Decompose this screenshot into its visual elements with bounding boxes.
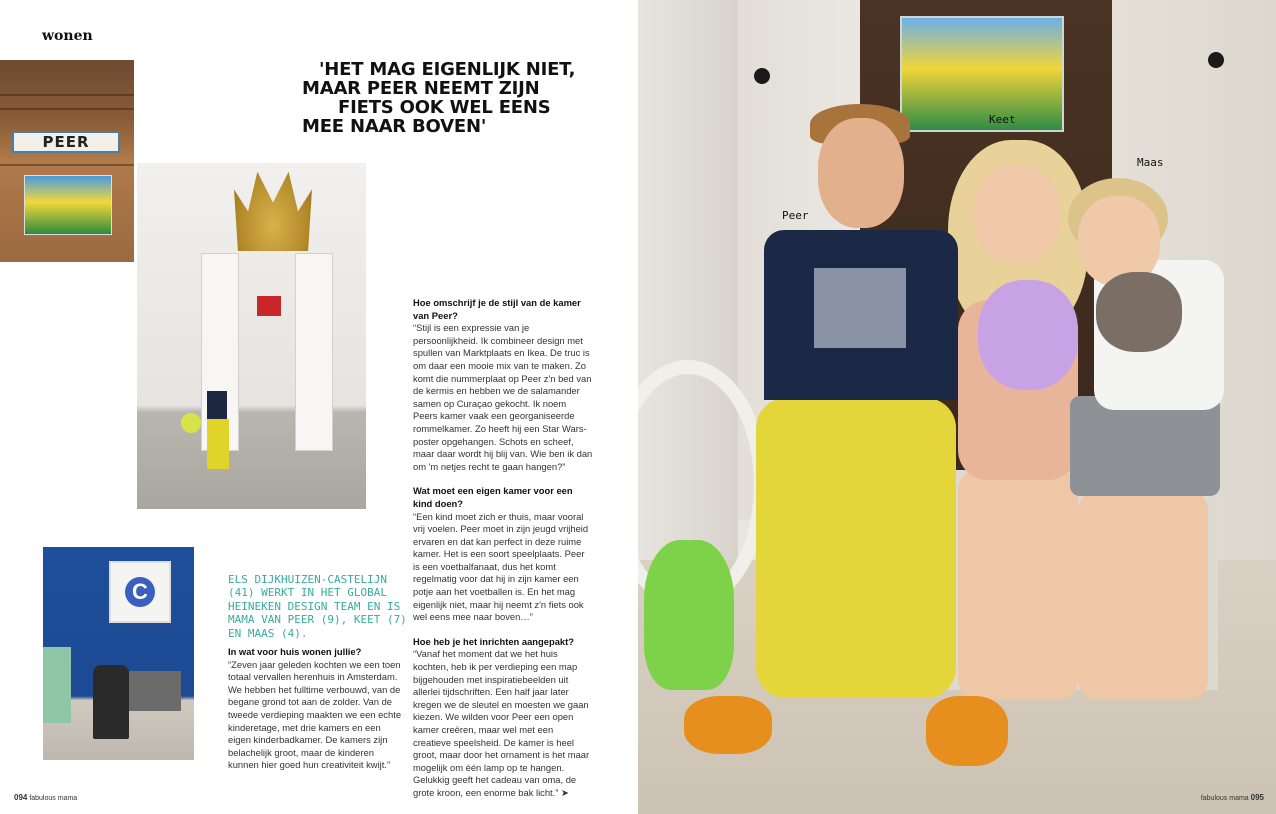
pull-quote [302, 60, 592, 136]
boy-pants [207, 419, 229, 469]
pull-quote-line: FIETS OOK WEL EENS [338, 97, 551, 118]
red-lamp [257, 296, 281, 316]
green-crocodile-toy [644, 540, 734, 690]
pull-quote-line: 'HET MAG EIGENLIJK NIET, [319, 59, 576, 80]
peer-pants [756, 398, 956, 698]
team-poster [900, 16, 1064, 132]
answer: “Een kind moet zich er thuis, maar vooral vrij voelen. Peer moet in zijn jeugd vrijheid ervaren en dat kan perfect in deze ruime kamer. Het is een soort speelplaats. Peer is een voetbalfanaat, dus het komt regelmatig voor dat hij in zijn kamer een potje aan het voetballen is. En het mag eigenlijk niet, maar hij neemt z'n fiets ook wel eens mee naar boven…” [413, 510, 589, 623]
door-right [295, 253, 333, 451]
copyright-symbol: C [125, 577, 155, 607]
text-column-left [228, 646, 403, 782]
name-sign: PEER [12, 131, 120, 153]
page-folio-left [14, 793, 77, 802]
answer: “Stijl is een expressie van je persoonlijkheid. Ik combineer design met spullen van Marktplaats en Ikea. De truc is om daar een mooie mix van te maken. Zo komt die nummerplaat op Peer z'n bed van de kermis en hebben we de salamander samen op Curaçao gekocht. Ik noem Peers kamer vaak een georganiseerde rommelkamer. Zo heeft hij een Star Wars-poster opgehangen. Schots en scheef, maar daar wordt hij blij van. Wie ben ik dan om 'm netjes recht te gaan hangen?” [413, 322, 593, 472]
keet-face [974, 164, 1060, 264]
question: Hoe heb je het inrichten aangepakt? [413, 635, 574, 647]
wall-hole [754, 68, 770, 84]
page-folio-right [1201, 793, 1264, 802]
maas-legs [1078, 490, 1208, 700]
answer: “Zeven jaar geleden kochten we een toen totaal vervallen herenhuis in Amsterdam. We hebben het fulltime verbouwd, van de begane grond tot aan de zolder. Van de tweede verdieping maakten we een echte kinderetage, met drie kamers en een eigen kinderbadkamer. De kamers zijn belachelijk groot, maar de kinderen kunnen hier goed hun creativiteit kwijt.” [228, 658, 402, 771]
right-page-photo [638, 0, 1276, 814]
page-number: 094 [14, 793, 28, 802]
peer-shoe [926, 696, 1008, 766]
intro-text: ELS DIJKHUIZEN-CASTELIJN (41) WERKT IN HET GLOBAL HEINEKEN DESIGN TEAM EN IS MAMA VAN PEER (9), KEET (7) EN MAAS (4). [228, 573, 407, 640]
crown-lamp [234, 163, 312, 251]
answer: “Vanaf het moment dat we het huis kochten, heb ik per verdieping een map bijgehouden met inspiratiebeelden uit allerlei tijdschriften. Een half jaar later kregen we de sleutel en moesten we gaan kiezen. We wilden voor Peer een open kamer creëren, maar wel met een creatieve speelsheid. De kamer is heel groot, maar door het ornament is het maar mogelijk om één lamp op te hangen. Gelukkig geeft het cadeau van oma, de grote kroon, een enorme bak licht.” ➤ [413, 648, 590, 798]
teddy-bear [1096, 272, 1182, 352]
blue-room-photo [43, 547, 194, 760]
text-column-right [413, 297, 593, 812]
boy-shirt [207, 391, 227, 419]
question: Hoe omschrijf je de stijl van de kamer van Peer? [413, 297, 581, 321]
label-maas: Maas [1137, 156, 1164, 169]
keet-legs [958, 470, 1078, 700]
maas-shorts [1070, 396, 1220, 496]
question: Wat moet een eigen kamer voor een kind doen? [413, 485, 573, 509]
peer-face [818, 118, 904, 228]
page-number: 095 [1250, 793, 1264, 802]
label-keet: Keet [989, 113, 1016, 126]
football [181, 413, 201, 433]
plush-toy [978, 280, 1078, 390]
peer-shoe [684, 696, 772, 754]
magazine-name: fabulous mama [1200, 795, 1249, 802]
pull-quote-line: MAAR PEER NEEMT ZIJN [302, 78, 540, 99]
section-label: wonen [42, 28, 93, 44]
wood-wall-photo [0, 60, 134, 262]
framed-print [109, 561, 171, 623]
desk [129, 671, 181, 711]
hallway-photo [137, 163, 366, 509]
pull-quote-line: MEE NAAR BOVEN' [302, 116, 487, 137]
wall-hole [1208, 52, 1224, 68]
magazine-name: fabulous mama [29, 795, 78, 802]
question: In wat voor huis wonen jullie? [228, 646, 362, 657]
shirt-print [814, 268, 906, 348]
team-poster [24, 175, 112, 235]
label-peer: Peer [782, 209, 809, 222]
office-chair [93, 665, 129, 739]
green-shelf [43, 647, 71, 723]
